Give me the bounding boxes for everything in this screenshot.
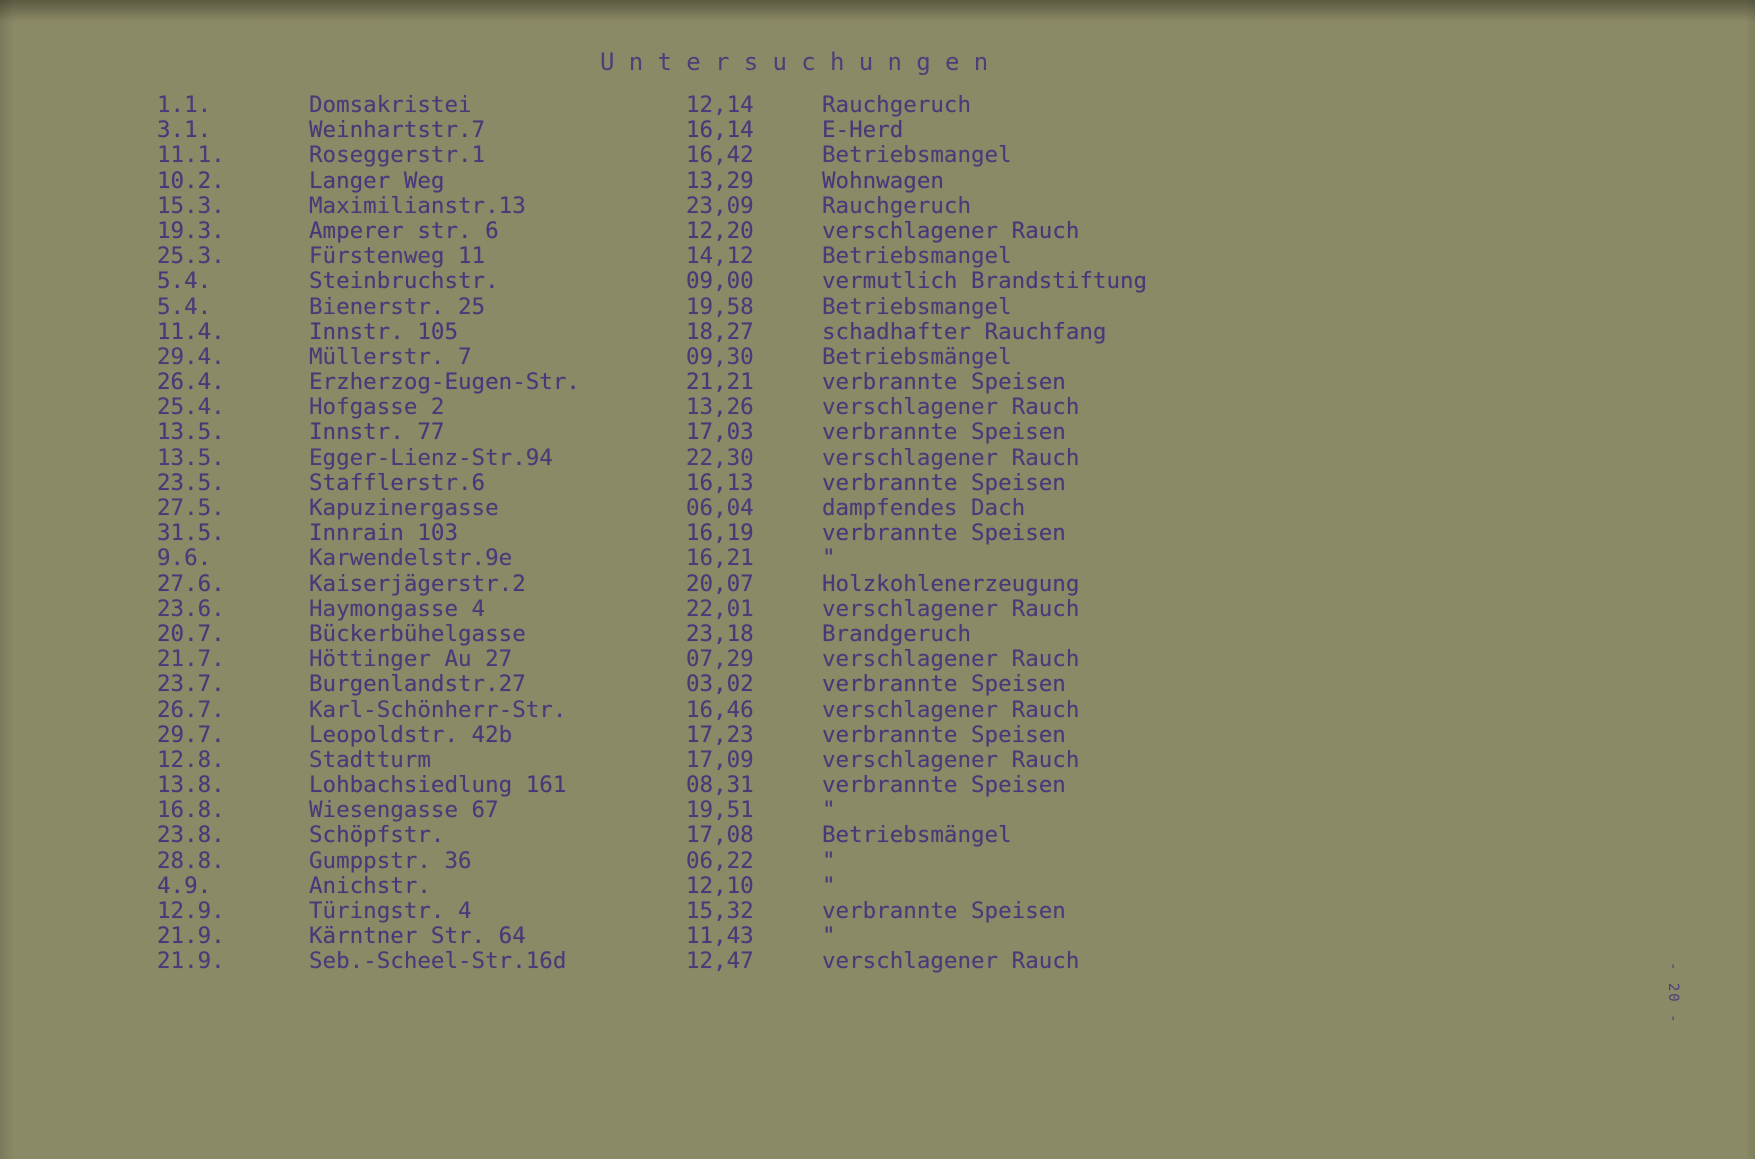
entry-address: Innstr. 105	[309, 318, 459, 345]
entry-date: 5.4.	[157, 268, 212, 295]
entry-note: vermutlich Brandstiftung	[822, 268, 1148, 295]
entry-address: Weinhartstr.7	[309, 117, 486, 144]
list-item	[0, 169, 1755, 194]
entry-note: Brandgeruch	[822, 620, 972, 647]
entry-date: 15.3.	[157, 192, 225, 219]
entry-time: 17,09	[686, 746, 754, 773]
list-item	[0, 924, 1755, 949]
entry-date: 28.8.	[157, 847, 225, 874]
list-item	[0, 698, 1755, 723]
list-item	[0, 420, 1755, 445]
entry-date: 21.7.	[157, 646, 225, 673]
entry-address: Bienerstr. 25	[309, 293, 486, 320]
entry-time: 08,31	[686, 772, 754, 799]
list-item	[0, 395, 1755, 420]
entry-note: schadhafter Rauchfang	[822, 318, 1107, 345]
entry-time: 18,27	[686, 318, 754, 345]
entry-address: Maximilianstr.13	[309, 192, 526, 219]
list-item	[0, 269, 1755, 294]
list-item	[0, 244, 1755, 269]
entry-date: 21.9.	[157, 923, 225, 950]
entry-time: 17,08	[686, 822, 754, 849]
entry-date: 23.8.	[157, 822, 225, 849]
entry-date: 12.8.	[157, 746, 225, 773]
entry-address: Roseggerstr.1	[309, 142, 486, 169]
entry-date: 4.9.	[157, 872, 212, 899]
entry-note: verbrannte Speisen	[822, 369, 1066, 396]
entry-note: Betriebsmängel	[822, 343, 1012, 370]
list-item	[0, 672, 1755, 697]
list-item	[0, 370, 1755, 395]
entry-address: Kaiserjägerstr.2	[309, 570, 526, 597]
entry-address: Anichstr.	[309, 872, 431, 899]
entry-date: 27.5.	[157, 495, 225, 521]
entry-address: Haymongasse 4	[309, 595, 486, 622]
entry-address: Müllerstr. 7	[309, 343, 472, 370]
entry-date: 12.9.	[157, 898, 225, 924]
entry-note: "	[822, 872, 836, 899]
entry-time: 23,18	[686, 620, 754, 647]
entry-date: 26.7.	[157, 696, 225, 723]
list-item	[0, 446, 1755, 471]
entry-time: 12,10	[686, 872, 754, 899]
entry-time: 17,03	[686, 419, 754, 446]
entry-address: Egger-Lienz-Str.94	[309, 444, 553, 471]
entry-address: Stadtturm	[309, 746, 431, 773]
list-item	[0, 874, 1755, 899]
entry-note: Rauchgeruch	[822, 92, 972, 118]
entry-date: 13.5.	[157, 419, 225, 446]
entry-date: 10.2.	[157, 167, 225, 194]
entry-address: Erzherzog-Eugen-Str.	[309, 369, 580, 396]
list-item	[0, 521, 1755, 546]
list-item	[0, 597, 1755, 622]
entry-address: Innrain 103	[309, 520, 459, 547]
list-item	[0, 93, 1755, 118]
entry-time: 14,12	[686, 243, 754, 270]
inspection-list	[0, 93, 1755, 975]
list-item	[0, 849, 1755, 874]
entry-time: 03,02	[686, 671, 754, 698]
entry-time: 15,32	[686, 898, 754, 924]
entry-date: 9.6.	[157, 545, 212, 572]
entry-date: 13.8.	[157, 772, 225, 799]
entry-address: Gumppstr. 36	[309, 847, 472, 874]
entry-date: 23.7.	[157, 671, 225, 698]
entry-date: 19.3.	[157, 217, 225, 244]
entry-date: 16.8.	[157, 797, 225, 824]
entry-time: 12,20	[686, 217, 754, 244]
list-item	[0, 899, 1755, 924]
entry-time: 21,21	[686, 369, 754, 396]
entry-note: verbrannte Speisen	[822, 469, 1066, 496]
entry-time: 12,47	[686, 948, 754, 975]
entry-date: 11.4.	[157, 318, 225, 345]
list-item	[0, 320, 1755, 345]
entry-note: verschlagener Rauch	[822, 646, 1080, 673]
entry-address: Seb.-Scheel-Str.16d	[309, 948, 567, 975]
list-item	[0, 572, 1755, 597]
entry-time: 09,00	[686, 268, 754, 295]
entry-address: Karl-Schönherr-Str.	[309, 696, 567, 723]
entry-date: 5.4.	[157, 293, 212, 320]
list-item	[0, 748, 1755, 773]
list-item	[0, 798, 1755, 823]
entry-address: Bückerbühelgasse	[309, 620, 526, 647]
list-item	[0, 118, 1755, 143]
entry-date: 29.7.	[157, 721, 225, 748]
entry-time: 16,19	[686, 520, 754, 547]
entry-time: 22,01	[686, 595, 754, 622]
entry-date: 13.5.	[157, 444, 225, 471]
entry-time: 19,58	[686, 293, 754, 320]
list-item	[0, 219, 1755, 244]
entry-note: verschlagener Rauch	[822, 746, 1080, 773]
entry-address: Kärntner Str. 64	[309, 923, 526, 950]
entry-note: dampfendes Dach	[822, 495, 1026, 521]
entry-date: 27.6.	[157, 570, 225, 597]
entry-time: 16,46	[686, 696, 754, 723]
entry-address: Karwendelstr.9e	[309, 545, 513, 572]
entry-address: Stafflerstr.6	[309, 469, 486, 496]
entry-time: 13,29	[686, 167, 754, 194]
entry-time: 17,23	[686, 721, 754, 748]
entry-note: "	[822, 797, 836, 824]
entry-note: verschlagener Rauch	[822, 696, 1080, 723]
entry-time: 07,29	[686, 646, 754, 673]
entry-note: Rauchgeruch	[822, 192, 972, 219]
entry-address: Amperer str. 6	[309, 217, 499, 244]
entry-note: Betriebsmangel	[822, 243, 1012, 270]
entry-date: 1.1.	[157, 92, 212, 118]
entry-address: Schöpfstr.	[309, 822, 445, 849]
entry-note: verschlagener Rauch	[822, 217, 1080, 244]
entry-note: verschlagener Rauch	[822, 595, 1080, 622]
page-number: - 20 -	[1665, 962, 1681, 1025]
list-item	[0, 471, 1755, 496]
entry-date: 29.4.	[157, 343, 225, 370]
entry-note: "	[822, 923, 836, 950]
entry-time: 23,09	[686, 192, 754, 219]
entry-time: 22,30	[686, 444, 754, 471]
entry-note: verschlagener Rauch	[822, 394, 1080, 421]
entry-note: Betriebsmängel	[822, 822, 1012, 849]
entry-address: Domsakristei	[309, 92, 472, 118]
entry-note: E-Herd	[822, 117, 904, 144]
list-item	[0, 143, 1755, 168]
list-item	[0, 295, 1755, 320]
entry-address: Steinbruchstr.	[309, 268, 499, 295]
list-item	[0, 546, 1755, 571]
entry-note: "	[822, 847, 836, 874]
entry-time: 20,07	[686, 570, 754, 597]
list-item	[0, 622, 1755, 647]
entry-address: Leopoldstr. 42b	[309, 721, 513, 748]
entry-time: 16,13	[686, 469, 754, 496]
list-item	[0, 647, 1755, 672]
entry-note: Holzkohlenerzeugung	[822, 570, 1080, 597]
page-title: Untersuchungen	[600, 48, 1003, 76]
entry-address: Innstr. 77	[309, 419, 445, 446]
entry-address: Höttinger Au 27	[309, 646, 513, 673]
entry-date: 25.3.	[157, 243, 225, 270]
entry-note: verbrannte Speisen	[822, 772, 1066, 799]
entry-time: 06,22	[686, 847, 754, 874]
entry-note: verschlagener Rauch	[822, 444, 1080, 471]
entry-time: 19,51	[686, 797, 754, 824]
entry-time: 11,43	[686, 923, 754, 950]
entry-address: Kapuzinergasse	[309, 495, 499, 521]
entry-note: "	[822, 545, 836, 572]
entry-date: 25.4.	[157, 394, 225, 421]
entry-address: Fürstenweg 11	[309, 243, 486, 270]
entry-date: 11.1.	[157, 142, 225, 169]
entry-time: 13,26	[686, 394, 754, 421]
entry-note: Wohnwagen	[822, 167, 944, 194]
list-item	[0, 949, 1755, 974]
entry-date: 23.5.	[157, 469, 225, 496]
list-item	[0, 496, 1755, 521]
entry-note: verbrannte Speisen	[822, 671, 1066, 698]
entry-note: verbrannte Speisen	[822, 721, 1066, 748]
list-item	[0, 823, 1755, 848]
entry-time: 16,21	[686, 545, 754, 572]
list-item	[0, 723, 1755, 748]
entry-date: 21.9.	[157, 948, 225, 975]
entry-address: Lohbachsiedlung 161	[309, 772, 567, 799]
entry-address: Türingstr. 4	[309, 898, 472, 924]
entry-date: 26.4.	[157, 369, 225, 396]
list-item	[0, 194, 1755, 219]
entry-note: verbrannte Speisen	[822, 520, 1066, 547]
entry-note: verschlagener Rauch	[822, 948, 1080, 975]
entry-note: Betriebsmangel	[822, 293, 1012, 320]
entry-time: 12,14	[686, 92, 754, 118]
entry-date: 20.7.	[157, 620, 225, 647]
entry-date: 3.1.	[157, 117, 212, 144]
entry-time: 06,04	[686, 495, 754, 521]
entry-address: Wiesengasse 67	[309, 797, 499, 824]
entry-date: 23.6.	[157, 595, 225, 622]
entry-address: Langer Weg	[309, 167, 445, 194]
list-item	[0, 773, 1755, 798]
entry-address: Burgenlandstr.27	[309, 671, 526, 698]
entry-note: verbrannte Speisen	[822, 419, 1066, 446]
entry-time: 16,42	[686, 142, 754, 169]
entry-time: 16,14	[686, 117, 754, 144]
entry-time: 09,30	[686, 343, 754, 370]
entry-note: verbrannte Speisen	[822, 898, 1066, 924]
entry-date: 31.5.	[157, 520, 225, 547]
entry-note: Betriebsmangel	[822, 142, 1012, 169]
entry-address: Hofgasse 2	[309, 394, 445, 421]
list-item	[0, 345, 1755, 370]
